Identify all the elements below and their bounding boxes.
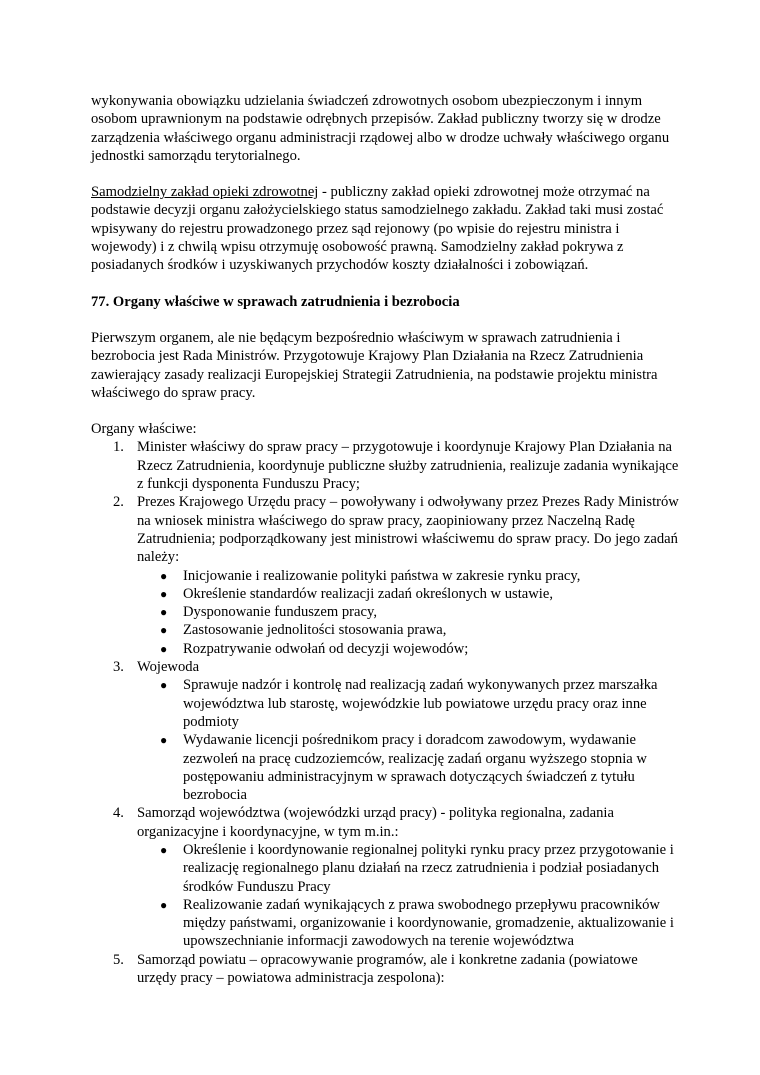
task-text: Wydawanie licencji pośrednikom pracy i doradcom zawodowym, wydawanie zezwoleń na pracę cudzoziemców, realizację zadań organu wyższego stopnia w postępowaniu administracyjnym w sprawach dotyczących świadczeń z tytułu bezrobocia bbox=[183, 732, 647, 804]
term-definition: - publiczny zakład opieki zdrowotnej może otrzymać na podstawie decyzji organu założycielskiego status samodzielnego zakładu. Zakład taki musi zostać wpisywany do rejestru prowadzonego przez sąd rejonowy (po wpisie do rejestru ministra i wojewody) i z chwilą wpisu otrzymuję osobowość prawną. Samodzielny zakład pokrywa z posiadanych środków i uzyskiwanych przychodów koszty działalności i zobowiązań. bbox=[91, 184, 664, 274]
paragraph-public-facility: wykonywania obowiązku udzielania świadczeń zdrowotnych osobom ubezpieczonym i innym osobom uprawnionym na podstawie odrębnych przepisów. Zakład publiczny tworzy się w drodze zarządzenia właściwego organu administracji rządowej albo w drodze uchwały właściwego organu jednostki samorządu terytorialnego. bbox=[91, 93, 670, 164]
bullet-icon: ● bbox=[160, 678, 168, 693]
bullet-icon: ● bbox=[160, 605, 168, 620]
organ-item bbox=[113, 438, 681, 493]
task-item bbox=[160, 676, 681, 731]
task-item bbox=[160, 567, 681, 585]
list-number: 2. bbox=[113, 494, 124, 511]
task-list bbox=[137, 676, 681, 804]
organ-description: Samorząd województwa (wojewódzki urząd pracy) - polityka regionalna, zadania organizacyjne i koordynacyjne, w tym m.in.: bbox=[137, 805, 614, 840]
organ-description: Minister właściwy do spraw pracy – przygotowuje i koordynuje Krajowy Plan Działania na Rzecz Zatrudnienia, koordynuje publiczne służby zatrudnienia, realizuje zadania wynikające z funkcji dysponenta Funduszu Pracy; bbox=[137, 439, 679, 493]
organ-item bbox=[113, 493, 681, 658]
task-text: Zastosowanie jednolitości stosowania prawa, bbox=[183, 622, 447, 639]
bullet-icon: ● bbox=[160, 897, 168, 912]
list-number: 1. bbox=[113, 439, 124, 456]
task-item bbox=[160, 896, 681, 951]
list-number: 5. bbox=[113, 951, 124, 968]
task-text: Dysponowanie funduszem pracy, bbox=[183, 604, 377, 621]
task-item bbox=[160, 585, 681, 603]
task-text: Realizowanie zadań wynikających z prawa swobodnego przepływu pracowników między państwami, organizowanie i koordynowanie, gromadzenie, aktualizowanie i upowszechnianie informacji zawodowych na terenie województwa bbox=[183, 896, 674, 950]
bullet-icon: ● bbox=[160, 586, 168, 601]
task-item bbox=[160, 603, 681, 621]
task-text: Określenie i koordynowanie regionalnej polityki rynku pracy przez przygotowanie i realizację regionalnego planu działań na rzecz zatrudnienia i podział posiadanych środków Funduszu Pracy bbox=[183, 841, 674, 895]
organ-item bbox=[113, 658, 681, 804]
term-independent-facility: Samodzielny zakład opieki zdrowotnej bbox=[91, 184, 319, 201]
list-number: 4. bbox=[113, 805, 124, 822]
bullet-icon: ● bbox=[160, 641, 168, 656]
section-heading: 77. Organy właściwe w sprawach zatrudnienia i bezrobocia bbox=[91, 293, 460, 310]
list-number: 3. bbox=[113, 659, 124, 676]
organs-list bbox=[91, 438, 681, 987]
task-item bbox=[160, 640, 681, 658]
bullet-icon: ● bbox=[160, 568, 168, 583]
task-item bbox=[160, 841, 681, 896]
task-text: Inicjowanie i realizowanie polityki państwa w zakresie rynku pracy, bbox=[183, 567, 581, 584]
organ-description: Prezes Krajowego Urzędu pracy – powoływany i odwoływany przez Prezes Rady Ministrów na wniosek ministra właściwego do spraw pracy, zaopiniowany przez Naczelną Radę Zatrudnienia; podporządkowany jest ministrowi właściwemu do spraw pracy. Do jego zadań należy: bbox=[137, 494, 679, 566]
organs-label: Organy właściwe: bbox=[91, 421, 197, 438]
organ-item bbox=[113, 951, 681, 988]
task-item bbox=[160, 621, 681, 639]
task-text: Określenie standardów realizacji zadań określonych w ustawie, bbox=[183, 585, 553, 602]
task-text: Rozpatrywanie odwołań od decyzji wojewodów; bbox=[183, 640, 469, 657]
paragraph-council-of-ministers: Pierwszym organem, ale nie będącym bezpośrednio właściwym w sprawach zatrudnienia i bezrobocia jest Rada Ministrów. Przygotowuje Krajowy Plan Działania na Rzecz Zatrudnienia zawierający zasady realizacji Europejskiej Strategii Zatrudnienia, na podstawie projektu ministra właściwego do spraw pracy. bbox=[91, 329, 658, 401]
organ-description: Wojewoda bbox=[137, 659, 200, 676]
task-list bbox=[137, 567, 681, 658]
task-item bbox=[160, 731, 681, 804]
document-body bbox=[91, 92, 681, 987]
organ-description: Samorząd powiatu – opracowywanie programów, ale i konkretne zadania (powiatowe urzędy pracy – powiatowa administracja zespolona): bbox=[137, 951, 638, 987]
organ-item bbox=[113, 804, 681, 950]
paragraph-independent-facility bbox=[91, 183, 681, 274]
bullet-icon: ● bbox=[160, 842, 168, 857]
task-list bbox=[137, 841, 681, 951]
task-text: Sprawuje nadzór i kontrolę nad realizacją zadań wykonywanych przez marszałka województwa lub starostę, wojewódzkie lub powiatowe urzędu pracy oraz inne podmioty bbox=[183, 677, 658, 730]
bullet-icon: ● bbox=[160, 733, 168, 748]
bullet-icon: ● bbox=[160, 623, 168, 638]
